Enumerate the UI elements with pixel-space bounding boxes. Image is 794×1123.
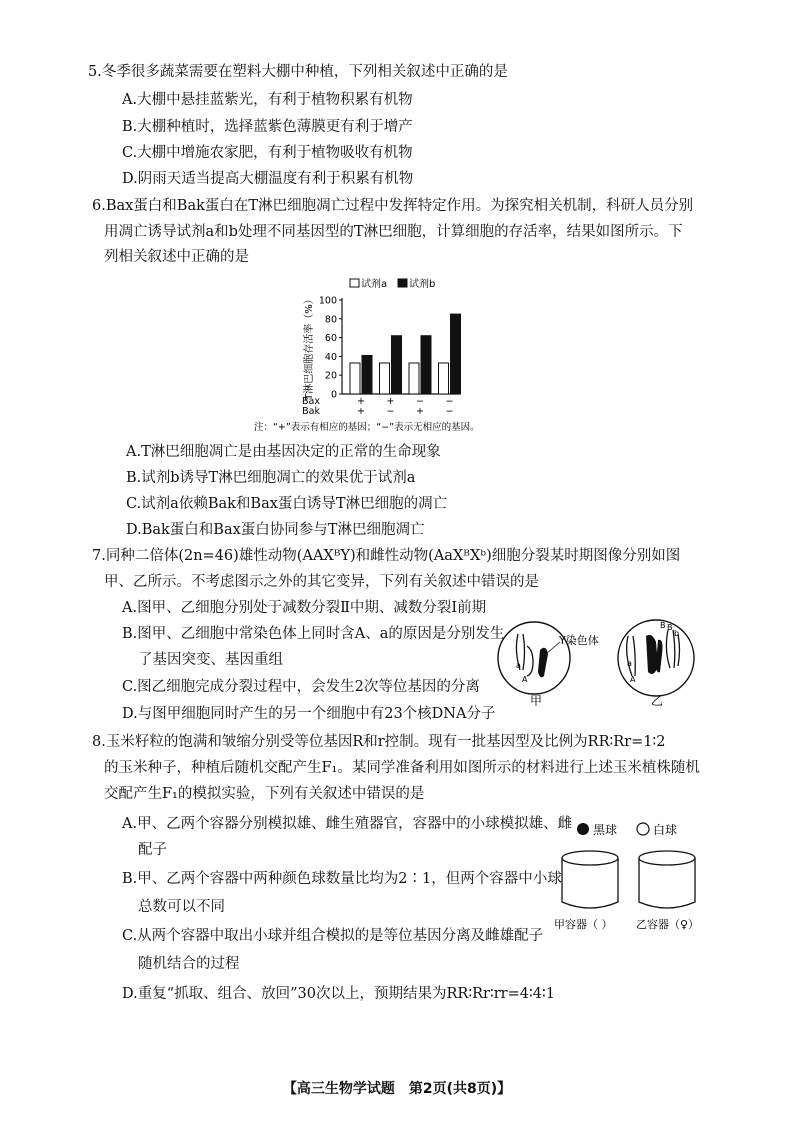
q8-stem-line2: 的玉米种子，种植后随机交配产生F₁。某同学准备利用如图所示的材料进行上述玉米植株随机 — [104, 760, 700, 776]
q8-option-a-line1: A.甲、乙两个容器分别模拟雄、雌生殖器官，容器中的小球模拟雄、雌 — [122, 816, 573, 832]
container-yi — [639, 851, 695, 908]
q8-stem-line1: 8.玉米籽粒的饱满和皱缩分别受等位基因R和r控制。现有一批基因型及比例为RR∶Rr=1∶2 — [92, 734, 666, 750]
q5-option-d: D.阴雨天适当提高大棚温度有利于积累有机物 — [122, 171, 414, 187]
bar-a-0 — [350, 363, 360, 394]
chart-note: 注：“+”表示有相应的基因；“−”表示无相应的基因。 — [254, 422, 480, 433]
bak-tick-label: + — [416, 406, 424, 417]
bax-tick-label: − — [445, 396, 454, 407]
y-tick-label: 40 — [324, 351, 337, 363]
cell-jia-membrane — [498, 622, 570, 694]
white-ball-icon — [637, 823, 649, 835]
q8-option-b-line1: B.甲、乙两个容器中两种颜色球数量比均为2∶1，但两个容器中小球 — [122, 871, 562, 887]
q5-stem: 5.冬季很多蔬菜需要在塑料大棚中种植，下列相关叙述中正确的是 — [88, 64, 508, 80]
q7-option-b-line2: 了基因突变、基因重组 — [138, 652, 283, 668]
q5-option-a: A.大棚中悬挂蓝紫光，有利于植物积累有机物 — [122, 92, 413, 108]
q8-option-c-line1: C.从两个容器中取出小球并组合模拟的是等位基因分离及雌雄配子 — [122, 928, 544, 944]
q7-option-b-line1: B.图甲、乙细胞中常染色体上同时含A、a的原因是分别发生 — [122, 626, 505, 642]
y-tick-label: 0 — [330, 389, 337, 401]
bar-a-3 — [439, 363, 449, 394]
y-tick-label: 60 — [324, 333, 337, 345]
black-ball-icon — [577, 823, 589, 835]
bar-a-2 — [409, 363, 419, 394]
q7-option-c: C.图乙细胞完成分裂过程中，会发生2次等位基因的分离 — [122, 679, 480, 695]
q7-option-a: A.图甲、乙细胞分别处于减数分裂Ⅱ中期、减数分裂Ⅰ前期 — [122, 600, 487, 616]
q7-option-d: D.与图甲细胞同时产生的另一个细胞中有23个核DNA分子 — [122, 706, 496, 722]
q8-stem-line3: 交配产生F₁的模拟实验，下列有关叙述中错误的是 — [104, 786, 425, 802]
y-chromosome — [538, 648, 548, 678]
y-tick-label: 100 — [318, 295, 337, 307]
figure-yi-label: 乙 — [651, 694, 664, 706]
q8-option-a-line2: 配子 — [138, 842, 167, 858]
svg-text:A: A — [630, 675, 636, 684]
allele-a-label: a — [516, 661, 521, 670]
legend-label-1: 试剂b — [409, 279, 436, 290]
q6-option-a: A.T淋巴细胞凋亡是由基因决定的正常的生命现象 — [126, 444, 441, 460]
y-tick-label: 80 — [324, 314, 337, 326]
bak-tick-label: + — [357, 406, 365, 417]
q7-cell-figures — [496, 606, 702, 706]
bar-b-3 — [451, 314, 461, 394]
bak-tick-label: − — [386, 406, 395, 417]
row-label-bax: Bax — [302, 396, 320, 407]
q6-stem-line2: 用凋亡诱导试剂a和b处理不同基因型的T淋巴细胞，计算细胞的存活率，结果如图所示。下 — [104, 224, 683, 240]
container-jia — [562, 851, 618, 908]
bar-a-1 — [380, 363, 390, 394]
q7-stem-line2: 甲、乙所示。不考虑图示之外的其它变异，下列有关叙述中错误的是 — [104, 574, 539, 590]
legend-swatch-1 — [398, 279, 407, 287]
q6-stem-line1: 6.Bax蛋白和Bak蛋白在T淋巴细胞凋亡过程中发挥特定作用。为探究相关机制，科研人员分别 — [92, 198, 694, 214]
legend-label-0: 试剂a — [361, 279, 388, 290]
figure-jia-label: 甲 — [530, 694, 543, 706]
bar-b-1 — [392, 336, 402, 394]
allele-A-label: A — [522, 675, 528, 684]
q5-option-b: B.大棚种植时，选择蓝紫色薄膜更有利于增产 — [122, 119, 413, 135]
bax-tick-label: − — [416, 396, 424, 407]
q6-option-b: B.试剂b诱导T淋巴细胞凋亡的效果优于试剂a — [126, 470, 416, 486]
svg-text:a: a — [627, 659, 632, 668]
legend-swatch-0 — [350, 279, 359, 287]
y-axis-label: T淋巴细胞存活率（%） — [304, 294, 315, 400]
container-jia-label: 甲容器（ ） — [554, 918, 613, 931]
container-yi-label: 乙容器（♀） — [636, 918, 700, 931]
svg-text:B: B — [667, 623, 673, 632]
legend-white-ball: 白球 — [653, 823, 678, 837]
q6-option-d: D.Bak蛋白和Bax蛋白协同参与T淋巴细胞凋亡 — [126, 522, 425, 538]
q6-stem-line3: 列相关叙述中正确的是 — [104, 249, 249, 265]
bak-tick-label: − — [445, 406, 454, 417]
svg-text:b: b — [674, 629, 680, 638]
bax-tick-label: + — [357, 396, 365, 407]
y-tick-label: 20 — [324, 370, 337, 382]
q6-option-c: C.试剂a依赖Bak和Bax蛋白诱导T淋巴细胞的凋亡 — [126, 496, 448, 512]
y-chromosome-label: Y染色体 — [559, 634, 599, 647]
page-footer: 【高三生物学试题 第2页(共8页)】 — [282, 1081, 512, 1097]
bax-tick-label: + — [386, 396, 395, 407]
q8-option-b-line2: 总数可以不同 — [138, 899, 225, 915]
q8-option-d: D.重复“抓取、组合、放回”30次以上，预期结果为RR∶Rr∶rr=4∶4∶1 — [122, 986, 555, 1002]
q6-bar-chart — [250, 272, 550, 440]
q7-stem-line1: 7.同种二倍体(2n=46)雄性动物(AAXᴮY)和雌性动物(AaXᴮXᵇ)细胞分裂某时期图像分别如图 — [92, 548, 681, 564]
legend-black-ball: 黑球 — [593, 823, 618, 837]
paired-chromosome-dark — [646, 635, 658, 674]
row-label-bak: Bak — [302, 406, 320, 417]
bar-b-0 — [362, 355, 372, 394]
bar-b-2 — [421, 336, 431, 394]
q8-containers-figure — [552, 818, 712, 938]
q5-option-c: C.大棚中增施农家肥，有利于植物吸收有机物 — [122, 145, 413, 161]
q8-option-c-line2: 随机结合的过程 — [138, 956, 240, 972]
svg-text:B: B — [660, 621, 666, 630]
